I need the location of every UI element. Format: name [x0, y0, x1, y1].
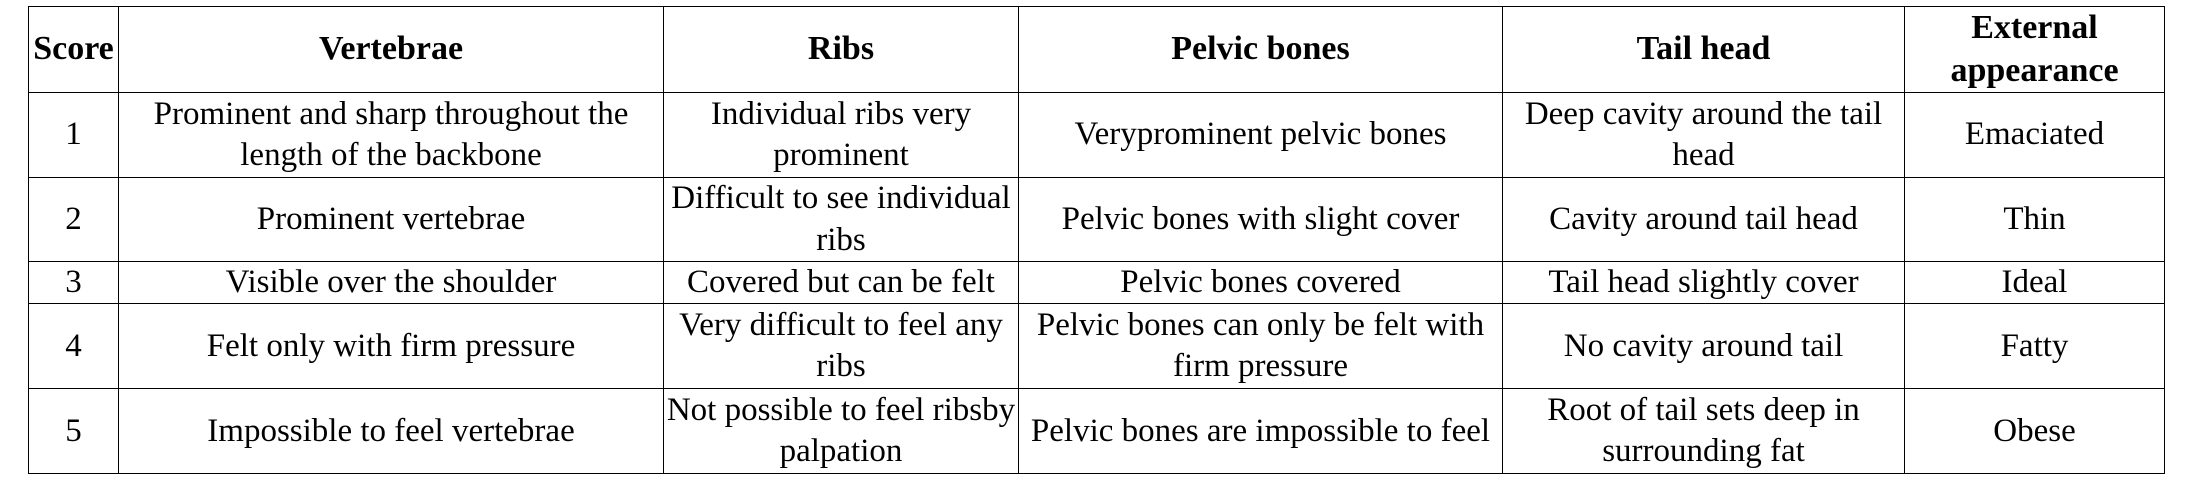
header-score: Score — [29, 7, 119, 93]
cell-score: 2 — [29, 178, 119, 262]
cell-ribs: Covered but can be felt — [664, 262, 1019, 304]
cell-tail-head: Cavity around tail head — [1503, 178, 1905, 262]
cell-score: 3 — [29, 262, 119, 304]
header-vertebrae: Vertebrae — [119, 7, 664, 93]
body-condition-score-table — [28, 6, 2165, 474]
cell-ribs: Individual ribs very prominent — [664, 93, 1019, 178]
cell-pelvic-bones: Pelvic bones with slight cover — [1019, 178, 1503, 262]
body-condition-table-container — [28, 6, 2164, 474]
cell-pelvic-bones: Veryprominent pelvic bones — [1019, 93, 1503, 178]
cell-tail-head: No cavity around tail — [1503, 304, 1905, 389]
table-row — [29, 178, 2165, 262]
cell-score: 4 — [29, 304, 119, 389]
cell-external-appearance: Emaciated — [1905, 93, 2165, 178]
table-header-row — [29, 7, 2165, 93]
table-row — [29, 304, 2165, 389]
cell-vertebrae: Felt only with firm pressure — [119, 304, 664, 389]
cell-score: 1 — [29, 93, 119, 178]
cell-vertebrae: Prominent vertebrae — [119, 178, 664, 262]
cell-ribs: Difficult to see individual ribs — [664, 178, 1019, 262]
table-row — [29, 262, 2165, 304]
cell-tail-head: Root of tail sets deep in surrounding fat — [1503, 389, 1905, 474]
cell-tail-head: Deep cavity around the tail head — [1503, 93, 1905, 178]
table-row — [29, 93, 2165, 178]
cell-ribs: Very difficult to feel any ribs — [664, 304, 1019, 389]
header-external-appearance: External appearance — [1905, 7, 2165, 93]
header-ribs: Ribs — [664, 7, 1019, 93]
cell-external-appearance: Ideal — [1905, 262, 2165, 304]
header-pelvic-bones: Pelvic bones — [1019, 7, 1503, 93]
cell-vertebrae: Prominent and sharp throughout the length of the backbone — [119, 93, 664, 178]
cell-ribs: Not possible to feel ribsby palpation — [664, 389, 1019, 474]
cell-pelvic-bones: Pelvic bones covered — [1019, 262, 1503, 304]
cell-external-appearance: Fatty — [1905, 304, 2165, 389]
cell-external-appearance: Obese — [1905, 389, 2165, 474]
cell-score: 5 — [29, 389, 119, 474]
header-tail-head: Tail head — [1503, 7, 1905, 93]
cell-vertebrae: Impossible to feel vertebrae — [119, 389, 664, 474]
cell-pelvic-bones: Pelvic bones are impossible to feel — [1019, 389, 1503, 474]
cell-tail-head: Tail head slightly cover — [1503, 262, 1905, 304]
table-row — [29, 389, 2165, 474]
cell-vertebrae: Visible over the shoulder — [119, 262, 664, 304]
cell-pelvic-bones: Pelvic bones can only be felt with firm pressure — [1019, 304, 1503, 389]
cell-external-appearance: Thin — [1905, 178, 2165, 262]
